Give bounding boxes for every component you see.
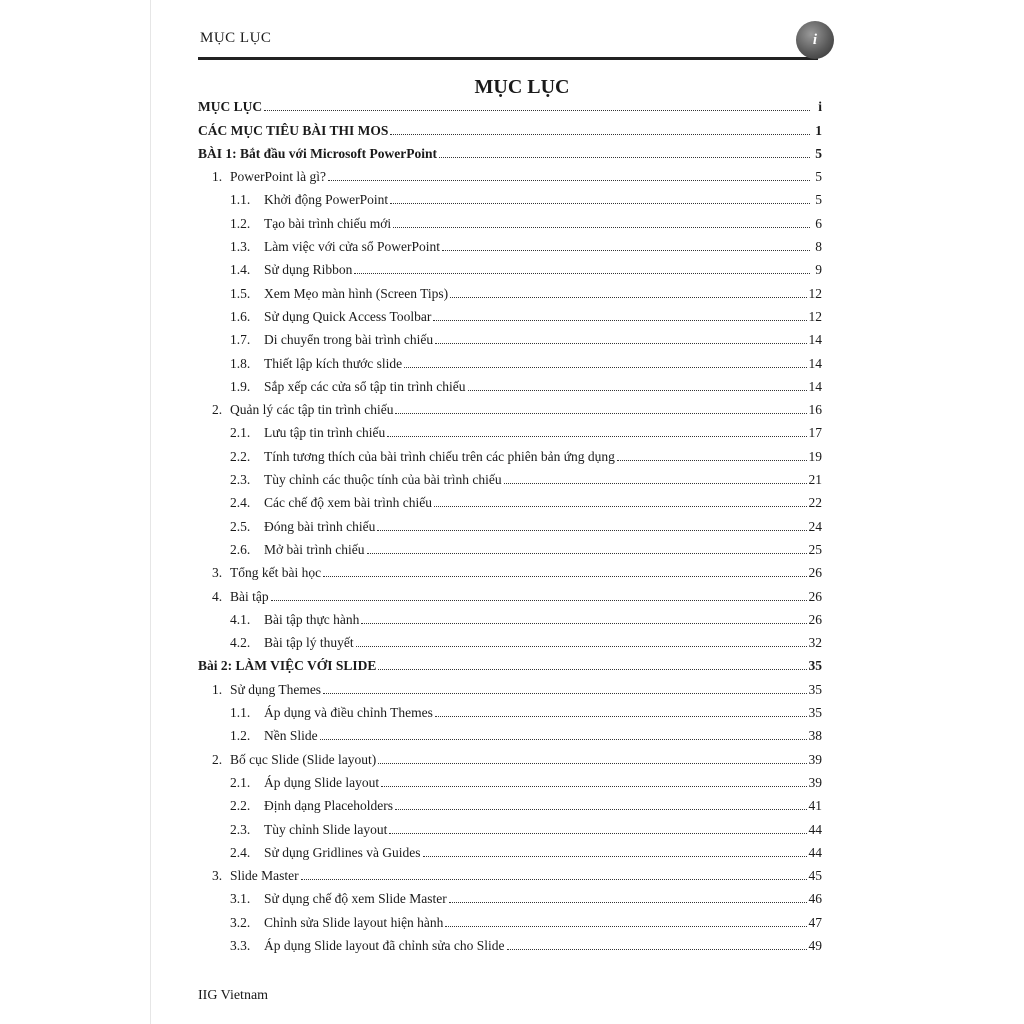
toc-entry-page: 5 (815, 192, 822, 208)
dot-leader (378, 763, 806, 764)
toc-entry-page: 9 (815, 262, 822, 278)
dot-leader (381, 786, 806, 787)
toc-entry-title: Tổng kết bài học (230, 565, 322, 581)
toc-entry-title: MỤC LỤC (198, 99, 263, 115)
dot-leader (449, 902, 807, 903)
dot-leader (354, 273, 810, 274)
toc-entry-title: Bài tập (230, 588, 269, 604)
toc-entry-title: CÁC MỤC TIÊU BÀI THI MOS (198, 122, 389, 138)
toc-entry-page: 49 (808, 937, 822, 953)
toc-entry-number: 3.1. (230, 891, 251, 907)
toc-entry-page: 8 (815, 239, 822, 255)
toc-entry-title: Khởi động PowerPoint (264, 192, 389, 208)
dot-leader (395, 413, 806, 414)
dot-leader (434, 506, 807, 507)
toc-entry[interactable] (198, 698, 822, 721)
toc-entry-number: 1.2. (230, 215, 251, 231)
toc-entry-number: 2.1. (230, 774, 251, 790)
toc-entry[interactable] (198, 465, 822, 488)
dot-leader (404, 367, 806, 368)
toc-entry[interactable] (198, 395, 822, 418)
toc-entry-number: 4.2. (230, 635, 251, 651)
toc-entry-page: 26 (808, 588, 822, 604)
toc-entry-title: Bài tập thực hành (264, 611, 360, 627)
toc-entry[interactable] (198, 418, 822, 441)
toc-entry-title: Lưu tập tin trình chiếu (264, 425, 386, 441)
toc-entry-number: 3. (212, 565, 223, 581)
toc-entry-title: Bố cục Slide (Slide layout) (230, 751, 377, 767)
toc-entry[interactable] (198, 278, 822, 301)
toc-entry-number: 1. (212, 169, 223, 185)
toc-entry-title: Nền Slide (264, 728, 318, 744)
toc-entry-page: 24 (808, 518, 822, 534)
toc-entry[interactable] (198, 931, 822, 954)
toc-entry-page: 26 (808, 611, 822, 627)
toc-entry-number: 2.6. (230, 541, 251, 557)
dot-leader (323, 576, 806, 577)
toc-entry[interactable] (198, 768, 822, 791)
dot-leader (356, 646, 807, 647)
toc-entry-number: 1.4. (230, 262, 251, 278)
toc-entry[interactable] (198, 255, 822, 278)
toc-entry-page: i (818, 99, 822, 115)
toc-entry-page: 12 (808, 308, 822, 324)
dot-leader (361, 623, 806, 624)
dot-leader (390, 134, 810, 135)
toc-entry[interactable] (198, 162, 822, 185)
toc-entry-page: 16 (808, 402, 822, 418)
toc-entry-page: 39 (808, 751, 822, 767)
dot-leader (504, 483, 807, 484)
toc-entry[interactable] (198, 511, 822, 534)
toc-entry[interactable] (198, 838, 822, 861)
dot-leader (617, 460, 807, 461)
toc-entry-page: 32 (808, 635, 822, 651)
toc-entry[interactable] (198, 325, 822, 348)
toc-entry-number: 3. (212, 868, 223, 884)
toc-entry-page: 12 (808, 285, 822, 301)
toc-entry-number: 1.2. (230, 728, 251, 744)
toc-entry[interactable] (198, 372, 822, 395)
toc-entry[interactable] (198, 744, 822, 767)
toc-entry-title: Quản lý các tập tin trình chiếu (230, 402, 394, 418)
toc-entry[interactable] (198, 814, 822, 837)
toc-entry-number: 2.2. (230, 448, 251, 464)
dot-leader (367, 553, 807, 554)
toc-entry[interactable] (198, 721, 822, 744)
toc-entry-title: Slide Master (230, 868, 299, 884)
toc-entry-title: Áp dụng Slide layout đã chỉnh sửa cho Slide (264, 937, 505, 953)
toc-entry-title: Đóng bài trình chiếu (264, 518, 376, 534)
toc-entry[interactable] (198, 185, 822, 208)
toc-entry-title: Tính tương thích của bài trình chiếu trên các phiên bản ứng dụng (264, 448, 615, 464)
header-rule (198, 57, 818, 60)
toc-entry-title: Tùy chỉnh các thuộc tính của bài trình chiếu (264, 472, 502, 488)
toc-entry-title: Bài tập lý thuyết (264, 635, 354, 651)
dot-leader (445, 926, 806, 927)
toc-entry[interactable] (198, 535, 822, 558)
toc-entry[interactable] (198, 115, 822, 138)
toc-entry-number: 2.3. (230, 821, 251, 837)
page-number-badge: i (796, 21, 834, 59)
toc-entry-page: 47 (808, 914, 822, 930)
toc-entry[interactable] (198, 558, 822, 581)
toc-entry-page: 5 (815, 169, 822, 185)
toc-entry-title: Sử dụng Quick Access Toolbar (264, 308, 432, 324)
toc-entry-title: Các chế độ xem bài trình chiếu (264, 495, 432, 511)
toc-entry-page: 17 (808, 425, 822, 441)
toc-entry-title: Xem Mẹo màn hình (Screen Tips) (264, 285, 449, 301)
toc-entry-title: BÀI 1: Bắt đầu với Microsoft PowerPoint (198, 145, 437, 161)
toc-entry-page: 1 (815, 122, 822, 138)
dot-leader (323, 693, 806, 694)
toc-entry-number: 1.7. (230, 332, 251, 348)
toc-entry-number: 1. (212, 681, 223, 697)
toc-entry-page: 45 (808, 868, 822, 884)
toc-entry-title: Di chuyển trong bài trình chiếu (264, 332, 434, 348)
toc-entry-page: 6 (815, 215, 822, 231)
toc-entry[interactable] (198, 139, 822, 162)
dot-leader (320, 739, 807, 740)
toc-entry[interactable] (198, 628, 822, 651)
toc-entry-number: 3.3. (230, 937, 251, 953)
toc-entry-page: 35 (808, 681, 822, 697)
toc-entry-number: 2.4. (230, 495, 251, 511)
toc-entry-number: 2.5. (230, 518, 251, 534)
toc-entry-number: 2.1. (230, 425, 251, 441)
toc-entry-title: Chỉnh sửa Slide layout hiện hành (264, 914, 444, 930)
toc-entry[interactable] (198, 791, 822, 814)
toc-entry-title: Sắp xếp các cửa sổ tập tin trình chiếu (264, 378, 466, 394)
toc-entry-page: 41 (808, 798, 822, 814)
toc-entry-number: 2.3. (230, 472, 251, 488)
toc-entry-page: 21 (808, 472, 822, 488)
dot-leader (390, 203, 810, 204)
toc-entry-number: 4. (212, 588, 223, 604)
toc-entry-page: 35 (808, 658, 822, 674)
dot-leader (423, 856, 807, 857)
dot-leader (389, 833, 806, 834)
toc-entry-page: 35 (808, 705, 822, 721)
toc-entry[interactable] (198, 441, 822, 464)
toc-entry-page: 26 (808, 565, 822, 581)
dot-leader (378, 669, 806, 670)
toc-entry-page: 5 (815, 145, 822, 161)
toc-entry-page: 44 (808, 844, 822, 860)
toc-entry-page: 25 (808, 541, 822, 557)
toc-entry-title: Mở bài trình chiếu (264, 541, 365, 557)
toc-entry-title: Định dạng Placeholders (264, 798, 393, 814)
dot-leader (435, 343, 806, 344)
dot-leader (450, 297, 806, 298)
running-header: MỤC LỤC (200, 30, 272, 46)
footer-publisher: IIG Vietnam (198, 988, 269, 1003)
toc-entry[interactable] (198, 884, 822, 907)
toc-entry[interactable] (198, 488, 822, 511)
toc-entry-number: 1.6. (230, 308, 251, 324)
toc-entry[interactable] (198, 861, 822, 884)
toc-entry-title: Sử dụng chế độ xem Slide Master (264, 891, 447, 907)
dot-leader (328, 180, 810, 181)
toc-entry-number: 1.1. (230, 192, 251, 208)
toc-title: MỤC LỤC (474, 76, 570, 98)
table-of-contents (198, 92, 822, 954)
toc-entry-title: Tạo bài trình chiếu mới (264, 215, 392, 231)
dot-leader (468, 390, 807, 391)
dot-leader (442, 250, 810, 251)
toc-entry-page: 38 (808, 728, 822, 744)
toc-entry-page: 22 (808, 495, 822, 511)
toc-entry-number: 2.2. (230, 798, 251, 814)
toc-entry-title: Áp dụng và điều chỉnh Themes (264, 705, 433, 721)
toc-entry-number: 1.5. (230, 285, 251, 301)
dot-leader (271, 600, 807, 601)
toc-entry-number: 1.8. (230, 355, 251, 371)
dot-leader (387, 436, 806, 437)
page-edge (150, 0, 151, 1024)
toc-entry-title: Sử dụng Gridlines và Guides (264, 844, 421, 860)
dot-leader (393, 227, 810, 228)
toc-entry-number: 2. (212, 402, 223, 418)
toc-entry[interactable] (198, 232, 822, 255)
toc-entry[interactable] (198, 92, 822, 115)
toc-entry-title: Tùy chỉnh Slide layout (264, 821, 388, 837)
dot-leader (301, 879, 807, 880)
toc-entry-number: 3.2. (230, 914, 251, 930)
toc-entry-title: Sử dụng Themes (230, 681, 322, 697)
toc-entry[interactable] (198, 907, 822, 930)
toc-entry-title: Làm việc với cửa sổ PowerPoint (264, 239, 441, 255)
toc-entry[interactable] (198, 674, 822, 697)
toc-entry-title: Bài 2: LÀM VIỆC VỚI SLIDE (198, 658, 377, 674)
toc-entry-title: Thiết lập kích thước slide (264, 355, 403, 371)
toc-entry-page: 14 (808, 378, 822, 394)
toc-entry-number: 1.9. (230, 378, 251, 394)
toc-entry-title: Áp dụng Slide layout (264, 774, 380, 790)
toc-entry-page: 44 (808, 821, 822, 837)
dot-leader (439, 157, 810, 158)
toc-entry-number: 2.4. (230, 844, 251, 860)
toc-entry-title: PowerPoint là gì? (230, 169, 326, 185)
toc-entry-page: 39 (808, 774, 822, 790)
dot-leader (377, 530, 806, 531)
toc-entry[interactable] (198, 348, 822, 371)
toc-entry-number: 2. (212, 751, 223, 767)
toc-entry-page: 14 (808, 332, 822, 348)
toc-entry[interactable] (198, 651, 822, 674)
dot-leader (395, 809, 807, 810)
toc-entry[interactable] (198, 302, 822, 325)
toc-entry-page: 46 (808, 891, 822, 907)
dot-leader (264, 110, 810, 111)
dot-leader (507, 949, 807, 950)
toc-entry-title: Sử dụng Ribbon (264, 262, 353, 278)
toc-entry-page: 19 (808, 448, 822, 464)
toc-entry[interactable] (198, 581, 822, 604)
dot-leader (435, 716, 807, 717)
toc-entry[interactable] (198, 605, 822, 628)
dot-leader (433, 320, 806, 321)
toc-entry-number: 1.3. (230, 239, 251, 255)
toc-entry[interactable] (198, 208, 822, 231)
toc-entry-page: 14 (808, 355, 822, 371)
toc-entry-number: 1.1. (230, 705, 251, 721)
toc-entry-number: 4.1. (230, 611, 251, 627)
